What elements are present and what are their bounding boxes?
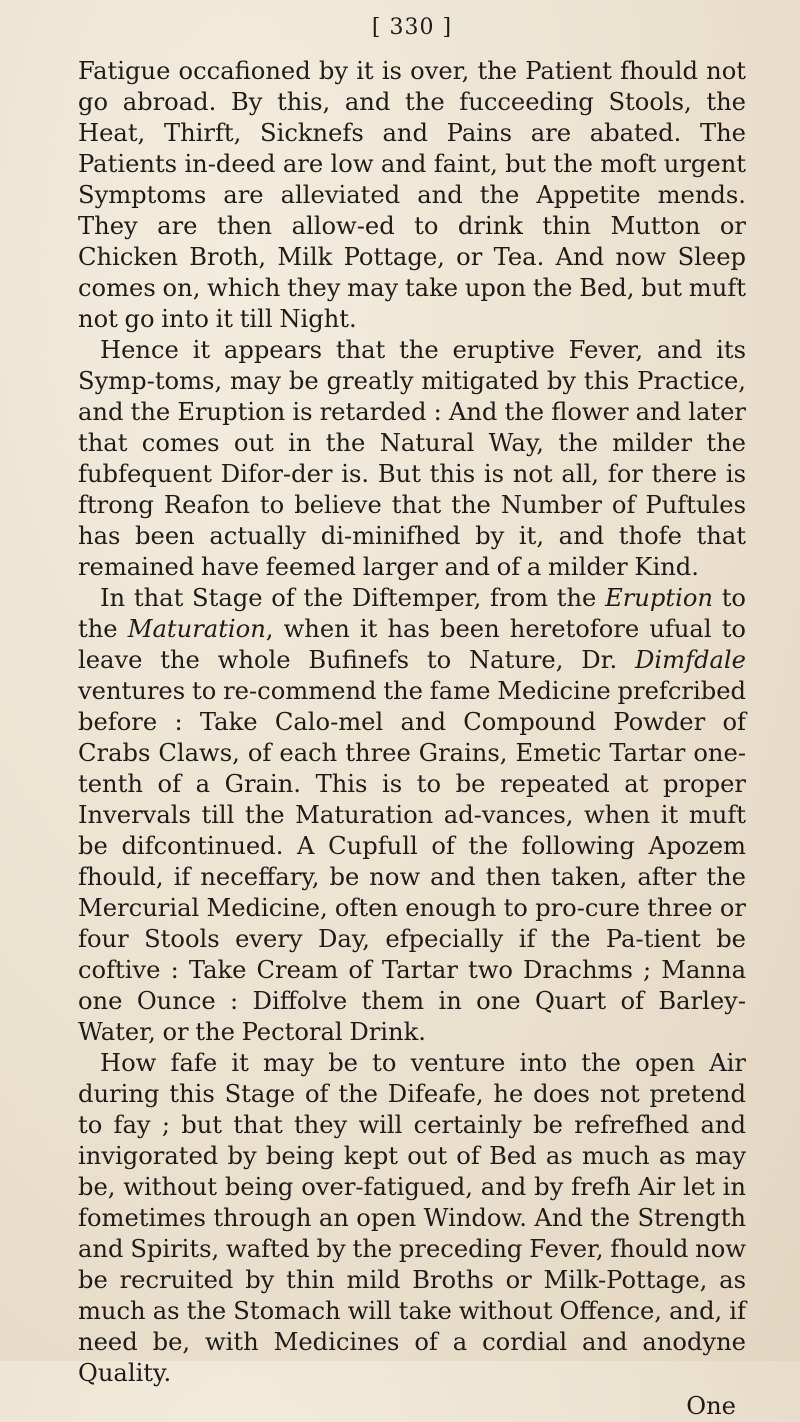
text-run: How fafe it may be to venture into the open Air during this Stage of the Difeafe, he does not pretend to fay ; but that they will certainly be refrefhed and invigorated by being kept out of Bed as much as may be, without being over-fatigued, and by frefh Air let in fometimes through an open Window. And the Strength and Spirits, wafted by the preceding Fever, fhould now be recruited by thin mild Broths or Milk-Pottage, as much as the Stomach will take without Offence, and, if need be, with Medicines of a cordial and anodyne Quality. xyxy=(78,1049,746,1387)
text-run: Hence it appears that the eruptive Fever, and its Symp-toms, may be greatly mitigated by this Practice, and the Eruption is retarded : And the flower and later that comes out in the Natural Way, the milder the fubfequent Difor-der is. But this is not all, for there is ftrong Reafon to believe that the Number of Puftules has been actually di-minifhed by it, and thofe that remained have feemed larger and of a milder Kind. xyxy=(78,336,746,581)
text-run: to the xyxy=(78,584,746,643)
catchword: One xyxy=(686,1392,736,1420)
text-run: ventures to re-commend the fame Medicine prefcribed before : Take Calo-mel and Compound Powder of Crabs Claws, of each three Grains, Emetic Tartar one-tenth of a Grain. This is to be repeated at proper Invervals till the Maturation ad-vances, when it muft be difcontinued. A Cupfull of the following Apozem fhould, if neceffary, be now and then taken, after the Mercurial Medicine, often enough to pro-cure three or four Stools every Day, efpecially if the Pa-tient be coftive : Take Cream of Tartar two Drachms ; Manna one Ounce : Diffolve them in one Quart of Barley-Water, or the Pectoral Drink. xyxy=(78,677,746,1046)
paragraph xyxy=(78,56,746,335)
page-number: [ 330 ] xyxy=(371,15,453,40)
book-page xyxy=(78,14,746,1422)
paragraph xyxy=(78,335,746,583)
text-run: In that Stage of the Diftemper, from the xyxy=(100,584,606,612)
text-run: , when it has been heretofore ufual to leave the whole Bufinefs to Nature, Dr. xyxy=(78,615,746,674)
paragraph xyxy=(78,583,746,1048)
italic-text: Eruption xyxy=(605,584,713,612)
italic-text: Maturation xyxy=(127,615,266,643)
text-run: Fatigue occafioned by it is over, the Patient fhould not go abroad. By this, and the fucceeding Stools, the Heat, Thirft, Sicknefs and Pains are abated. The Patients in-deed are low and faint, but the moft urgent Symptoms are alleviated and the Appetite mends. They are then allow-ed to drink thin Mutton or Chicken Broth, Milk Pottage, or Tea. And now Sleep comes on, which they may take upon the Bed, but muft not go into it till Night. xyxy=(78,57,746,333)
paragraph xyxy=(78,1048,746,1389)
italic-text: Dimfdale xyxy=(635,646,746,674)
body-text xyxy=(78,56,746,1389)
